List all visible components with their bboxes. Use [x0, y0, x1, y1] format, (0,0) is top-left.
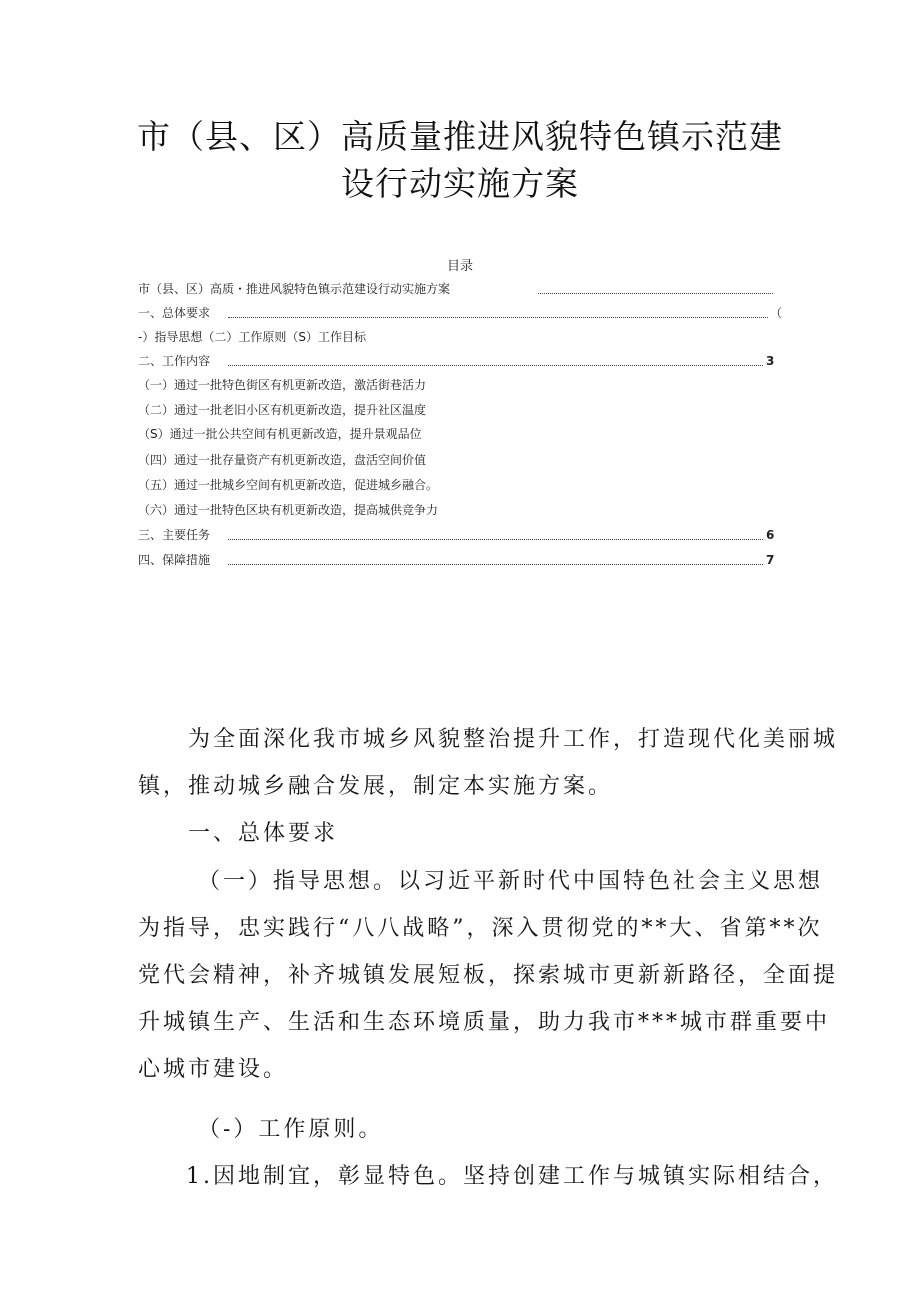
body-paragraph-line: 1.因地制宜，彰显特色。坚持创建工作与城镇实际相结合， [186, 1164, 838, 1189]
toc-entry[interactable] [138, 424, 778, 444]
toc-entry-label: （六）通过一批特色区块有机更新改造，提高城供竞争力 [138, 500, 438, 520]
toc-entry-label: 四、保障措施 [138, 550, 210, 570]
toc-entry-page: 6 [766, 528, 775, 542]
toc-entry[interactable] [138, 400, 778, 420]
toc-entry[interactable] [138, 279, 778, 299]
toc-entry-label: 三、主要任务 [138, 525, 210, 545]
toc-entry-label: 二、工作内容 [138, 351, 210, 371]
toc-entry[interactable] [138, 327, 778, 347]
toc-entry-label: （S）通过一批公共空间有机更新改造，提升景观品位 [138, 424, 422, 444]
toc-entry[interactable] [138, 500, 778, 520]
body-paragraph-line: 为全面深化我市城乡风貌整治提升工作，打造现代化美丽城 [188, 727, 839, 752]
toc-entry-label: -）指导思想（二）工作原则（S）工作目标 [138, 327, 366, 347]
toc-entry[interactable] [138, 450, 778, 470]
toc-entry[interactable] [138, 550, 778, 570]
body-paragraph-line: （一）指导思想。以习近平新时代中国特色社会主义思想 [198, 869, 824, 894]
body-paragraph-line: 镇，推动城乡融合发展，制定本实施方案。 [138, 774, 614, 799]
toc-entry[interactable] [138, 525, 778, 545]
body-paragraph-line: 心城市建设。 [138, 1057, 289, 1082]
toc-entry-label: （一）通过一批特色街区有机更新改造，激活街巷活力 [138, 375, 426, 395]
section-heading: 一、总体要求 [188, 821, 339, 846]
document-title-line-2: 设行动实施方案 [341, 164, 579, 203]
toc-heading: 目录 [446, 259, 473, 274]
toc-leader-dots [228, 539, 763, 540]
body-paragraph-line: 升城镇生产、生活和生态环境质量，助力我市***城市群重要中 [138, 1010, 831, 1035]
body-paragraph-line: 党代会精神，补齐城镇发展短板，探索城市更新新路径，全面提 [138, 963, 839, 988]
toc-leader-dots [228, 564, 763, 565]
toc-leader-dots [228, 317, 768, 318]
toc-entry[interactable] [138, 351, 778, 371]
toc-entry-label: 一、总体要求 [138, 303, 210, 323]
toc-entry[interactable] [138, 375, 778, 395]
subsection-heading: （-）工作原则。 [198, 1117, 384, 1142]
toc-leader-dots [538, 293, 773, 294]
toc-entry-page: （ [770, 306, 783, 320]
document-title-line-1: 市（县、区）高质量推进风貌特色镇示范建 [137, 117, 783, 156]
toc-entry-label: （二）通过一批老旧小区有机更新改造，提升社区温度 [138, 400, 426, 420]
toc-entry-page: 7 [766, 553, 775, 567]
toc-entry[interactable] [138, 475, 778, 495]
body-paragraph-line: 为指导，忠实践行“八八战略”，深入贯彻党的**大、省第**次 [138, 916, 823, 941]
toc-entry-label: （四）通过一批存量资产有机更新改造，盘活空间价值 [138, 450, 426, 470]
toc-entry-label: 市（县、区）高质・推进风貌特色镇示范建设行动实施方案 [138, 279, 450, 299]
toc-leader-dots [228, 365, 763, 366]
toc-entry-page: 3 [766, 354, 775, 368]
toc-entry[interactable] [138, 303, 783, 323]
toc-entry-label: （五）通过一批城乡空间有机更新改造，促进城乡融合。 [138, 475, 438, 495]
